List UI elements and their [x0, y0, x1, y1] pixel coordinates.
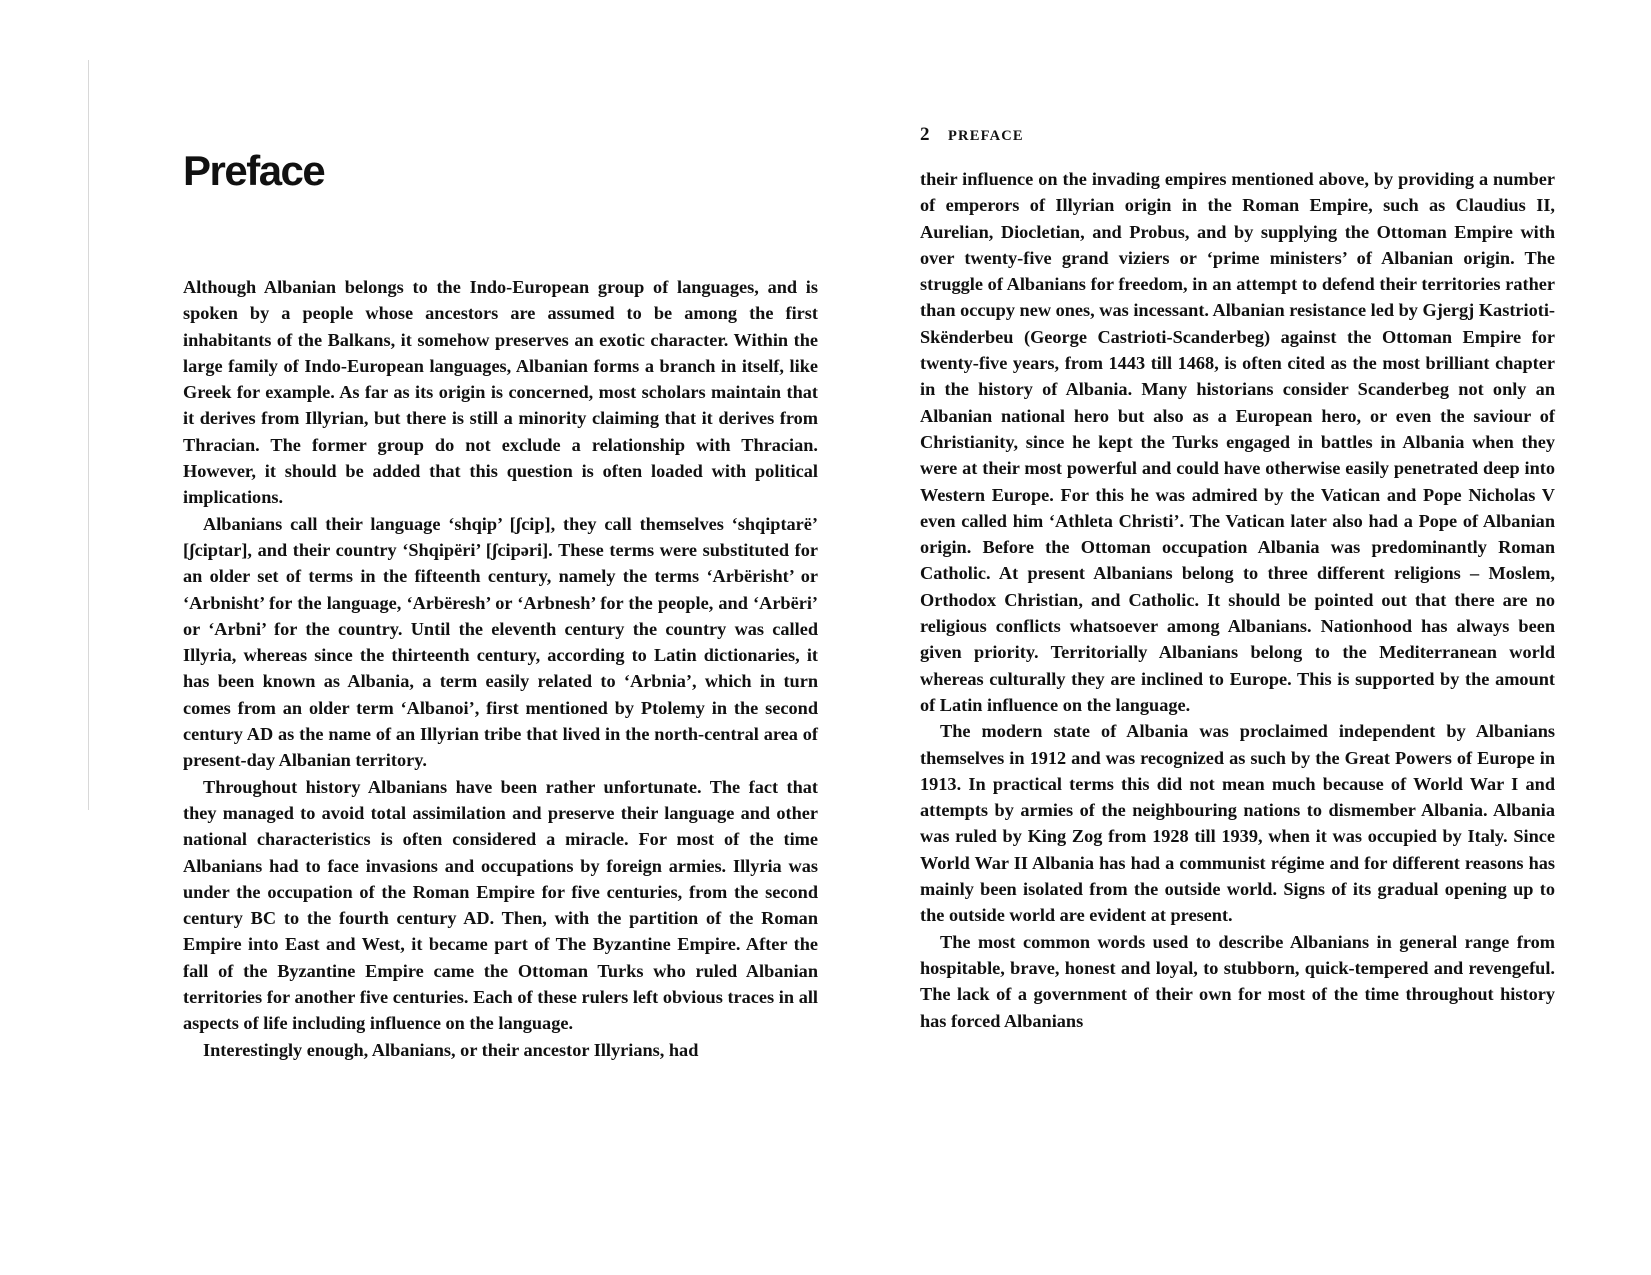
page-number: 2 [920, 124, 930, 145]
paragraph: Throughout history Albanians have been rather unfortunate. The fact that they managed to avoid total assimilation and preserve their language and other national characteristics is often considered a miracle. For most of the time Albanians had to face invasions and occupations by foreign armies. Illyria was under the occupation of the Roman Empire for five centuries, from the second century BC to the fourth century AD. Then, with the partition of the Roman Empire into East and West, it became part of The Byzantine Empire. After the fall of the Byzantine Empire came the Ottoman Turks who ruled Albanian territories for another five centuries. Each of these rulers left obvious traces in all aspects of life including influence on the language. [183, 776, 818, 1034]
paragraph: Albanians call their language ‘shqip’ [ʃcip], they call themselves ‘shqiptarë’ [ʃciptar], and their country ‘Shqipëri’ [ʃcipəri]. These terms were substituted for an older set of terms in the fifteenth century, namely the terms ‘Arbërisht’ or ‘Arbnisht’ for the language, ‘Arbëresh’ or ‘Arbnesh’ for the people, and ‘Arbëri’ or ‘Arbni’ for the country. Until the eleventh century the country was called Illyria, whereas since the thirteenth century, according to Latin dictionaries, it has been known as Albania, a term easily related to ‘Arbnia’, which in turn comes from an older term ‘Albanoi’, first mentioned by Ptolemy in the second century AD as the name of an Illyrian tribe that lived in the north-central area of present-day Albanian territory. [183, 513, 818, 771]
paragraph: Interestingly enough, Albanians, or their ancestor Illyrians, had [203, 1039, 699, 1060]
scan-gutter-line [88, 60, 89, 810]
paragraph: The most common words used to describe Albanians in general range from hospitable, brave, honest and loyal, to stubborn, quick-tempered and revengeful. The lack of a government of their own for most of the time throughout history has forced Albanians [920, 931, 1555, 1031]
paragraph: Although Albanian belongs to the Indo-European group of languages, and is spoken by a people whose ancestors are assumed to be among the first inhabitants of the Balkans, it somehow preserves an exotic character. Within the large family of Indo-European languages, Albanian forms a branch in itself, like Greek for example. As far as its origin is concerned, most scholars maintain that it derives from Illyrian, but there is still a minority claiming that it derives from Thracian. The former group do not exclude a relationship with Thracian. However, it should be added that this question is often loaded with political implications. [183, 277, 818, 508]
paragraph: their influence on the invading empires mentioned above, by providing a number of emperors of Illyrian origin in the Roman Empire, such as Claudius II, Aurelian, Diocletian, and Probus, and by supplying the Ottoman Empire with over twenty-five grand viziers or ‘prime ministers’ of Albanian origin. The struggle of Albanians for freedom, in an attempt to defend their territories rather than occupy new ones, was incessant. Albanian resistance led by Gjergj Kastrioti-Skënderbeu (George Castrioti-Scanderbeg) against the Ottoman Empire for twenty-five years, from 1443 till 1468, is often cited as the most brilliant chapter in the history of Albania. Many historians consider Scanderbeg not only an Albanian national hero but also as a European hero, or even the saviour of Christianity, since he kept the Turks engaged in battles in Albania when they were at their most powerful and could have otherwise easily penetrated deep into Western Europe. For this he was admired by the Vatican and Pope Nicholas V even called him ‘Athleta Christi’. The Vatican later also had a Pope of Albanian origin. Before the Ottoman occupation Albania was predominantly Roman Catholic. At present Albanians belong to three different religions – Moslem, Orthodox Christian, and Catholic. It should be pointed out that there are no religious conflicts whatsoever among Albanians. Nationhood has always been given priority. Territorially Albanians belong to the Mediterranean world whereas culturally they are inclined to Europe. This is supported by the amount of Latin influence on the language. [920, 169, 1555, 715]
left-page-body [183, 274, 818, 1063]
running-head [920, 122, 1555, 148]
running-head-title: PREFACE [948, 128, 1024, 144]
right-page-body [920, 166, 1555, 1034]
chapter-title: Preface [183, 147, 325, 194]
paragraph: The modern state of Albania was proclaimed independent by Albanians themselves in 1912 and was recognized as such by the Great Powers of Europe in 1913. In practical terms this did not mean much because of World War I and attempts by armies of the neighbouring nations to dismember Albania. Albania was ruled by King Zog from 1928 till 1939, when it was occupied by Italy. Since World War II Albania has had a communist régime and for different reasons has mainly been isolated from the outside world. Signs of its gradual opening up to the outside world are evident at present. [920, 721, 1555, 926]
